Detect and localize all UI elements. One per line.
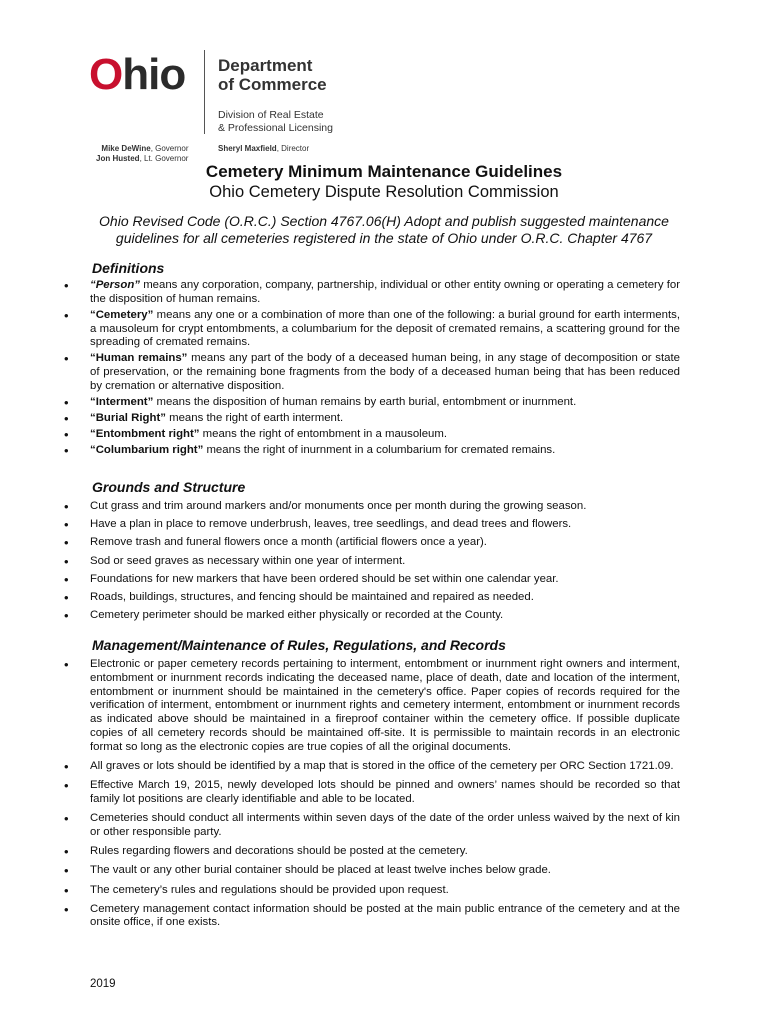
list-item: • Cemetery perimeter should be marked either physically or recorded at the County. xyxy=(0,609,768,623)
governor-line xyxy=(96,144,188,154)
dept-line-2: of Commerce xyxy=(218,75,327,94)
definition-text: means the disposition of human remains by earth burial, entombment or inurnment. xyxy=(153,395,577,408)
division-name xyxy=(218,109,333,135)
list-item: • Cut grass and trim around markers and/or monuments once per month during the growing season. xyxy=(0,500,768,514)
management-list xyxy=(0,658,768,936)
list-item: • Have a plan in place to remove underbrush, leaves, tree seedlings, and dead trees and flowers. xyxy=(0,518,768,532)
document-title: Cemetery Minimum Maintenance Guidelines xyxy=(205,162,563,181)
letterhead xyxy=(0,0,768,165)
governor-name: Mike DeWine xyxy=(101,144,151,153)
definition-text: means the right of earth interment. xyxy=(165,411,344,424)
definition-term: “Person” xyxy=(90,279,141,291)
grounds-heading: Grounds and Structure xyxy=(92,479,246,495)
definition-term: “Interment” xyxy=(90,395,154,408)
list-item: • Sod or seed graves as necessary within one year of interment. xyxy=(0,555,768,569)
definition-term: “Human remains” xyxy=(90,352,188,365)
authority-statement: Ohio Revised Code (O.R.C.) Section 4767.06(H) Adopt and publish suggested maintenance guidelines for all cemeteries registered in the state of Ohio under O.R.C. Chapter 4767 xyxy=(99,213,669,246)
logo-divider xyxy=(204,50,205,134)
footer-year: 2019 xyxy=(90,978,116,990)
definition-item xyxy=(0,396,768,410)
definition-item xyxy=(0,309,768,350)
definition-text: means any corporation, company, partnership, individual or other entity owning or operating a cemetery for the disposition of human remains. xyxy=(90,279,680,305)
grounds-list xyxy=(0,500,768,627)
definition-text: means the right of entombment in a mausoleum. xyxy=(199,427,448,440)
list-item: • Electronic or paper cemetery records pertaining to interment, entombment or inurnment right owners and interment, entombment or inurnment records indicating the deceased name, place of death, date and location of the interment, entombment or inurnment should be maintained in the cemetery's office. Paper copies of records required for the verification of interment, entombment or inurnment rights and cemetery interment, entombment or inurnment records as indicated above should be maintained in a fireproof container within the cemetery office. If possible duplicate copies of all cemetery records should be maintained off-site. It is permissible to maintain records in an electronic format so long as the electronic copies are true copies of all the original documents. xyxy=(0,658,768,755)
governor-title: , Governor xyxy=(150,144,189,153)
definition-text: means the right of inurnment in a columbarium for cremated remains. xyxy=(203,443,556,456)
list-item: • Effective March 19, 2015, newly developed lots should be pinned and owners’ names should be recorded so that family lot positions are clearly identifiable and able to be located. xyxy=(0,779,768,807)
definition-term: “Burial Right” xyxy=(90,411,166,424)
definition-item xyxy=(0,352,768,393)
director-name: Sheryl Maxfield xyxy=(218,144,277,153)
list-item: • Roads, buildings, structures, and fencing should be maintained and repaired as needed. xyxy=(0,591,768,605)
definition-term: “Cemetery” xyxy=(90,308,154,321)
list-item: • Rules regarding flowers and decorations should be posted at the cemetery. xyxy=(0,845,768,859)
definition-term: “Columbarium right” xyxy=(90,443,204,456)
list-item: • The cemetery’s rules and regulations should be provided upon request. xyxy=(0,884,768,898)
definitions-list xyxy=(0,279,768,460)
document-subtitle: Ohio Cemetery Dispute Resolution Commission xyxy=(209,183,559,201)
logo-letters: hio xyxy=(122,50,186,99)
list-item: • All graves or lots should be identified by a map that is stored in the office of the cemetery per ORC Section 1721.09. xyxy=(0,760,768,774)
list-item: • Foundations for new markers that have been ordered should be set within one calendar year. xyxy=(0,573,768,587)
dept-line-1: Department xyxy=(218,56,313,75)
list-item: • Cemetery management contact information should be posted at the main public entrance of the cemetery and at the onsite office, if one exists. xyxy=(0,903,768,931)
lt-governor-title: , Lt. Governor xyxy=(139,154,189,163)
governor-block xyxy=(96,144,188,164)
director-block xyxy=(218,144,309,154)
definition-term: “Entombment right” xyxy=(90,427,200,440)
division-line-2: & Professional Licensing xyxy=(218,122,333,134)
list-item: • Cemeteries should conduct all interments within seven days of the date of the order unless waived by the next of kin or other responsible party. xyxy=(0,812,768,840)
lt-governor-name: Jon Husted xyxy=(96,154,140,163)
management-heading: Management/Maintenance of Rules, Regulations, and Records xyxy=(92,637,506,653)
definition-text: means any part of the body of a deceased human being, in any stage of decomposition or state of preservation, or the remaining bone fragments from the body of a deceased human being that has been reduced by cremation or alternative disposition. xyxy=(90,352,680,392)
list-item: • Remove trash and funeral flowers once a month (artificial flowers once a year). xyxy=(0,536,768,550)
definition-item xyxy=(0,428,768,442)
definition-text: means any one or a combination of more than one of the following: a burial ground for earth interments, a mausoleum for crypt entombments, a columbarium for the deposit of cremated remains, a scattering ground for the spreading of cremated remains. xyxy=(90,308,680,349)
department-name xyxy=(218,56,327,94)
logo-letter-o: O xyxy=(89,50,123,99)
definition-item xyxy=(0,412,768,426)
definitions-heading: Definitions xyxy=(92,260,165,276)
division-line-1: Division of Real Estate xyxy=(218,109,324,121)
director-title: , Director xyxy=(276,144,310,153)
definition-item xyxy=(0,444,768,458)
ohio-logo xyxy=(89,50,185,100)
list-item: • The vault or any other burial container should be placed at least twelve inches below grade. xyxy=(0,864,768,878)
definition-item xyxy=(0,279,768,307)
